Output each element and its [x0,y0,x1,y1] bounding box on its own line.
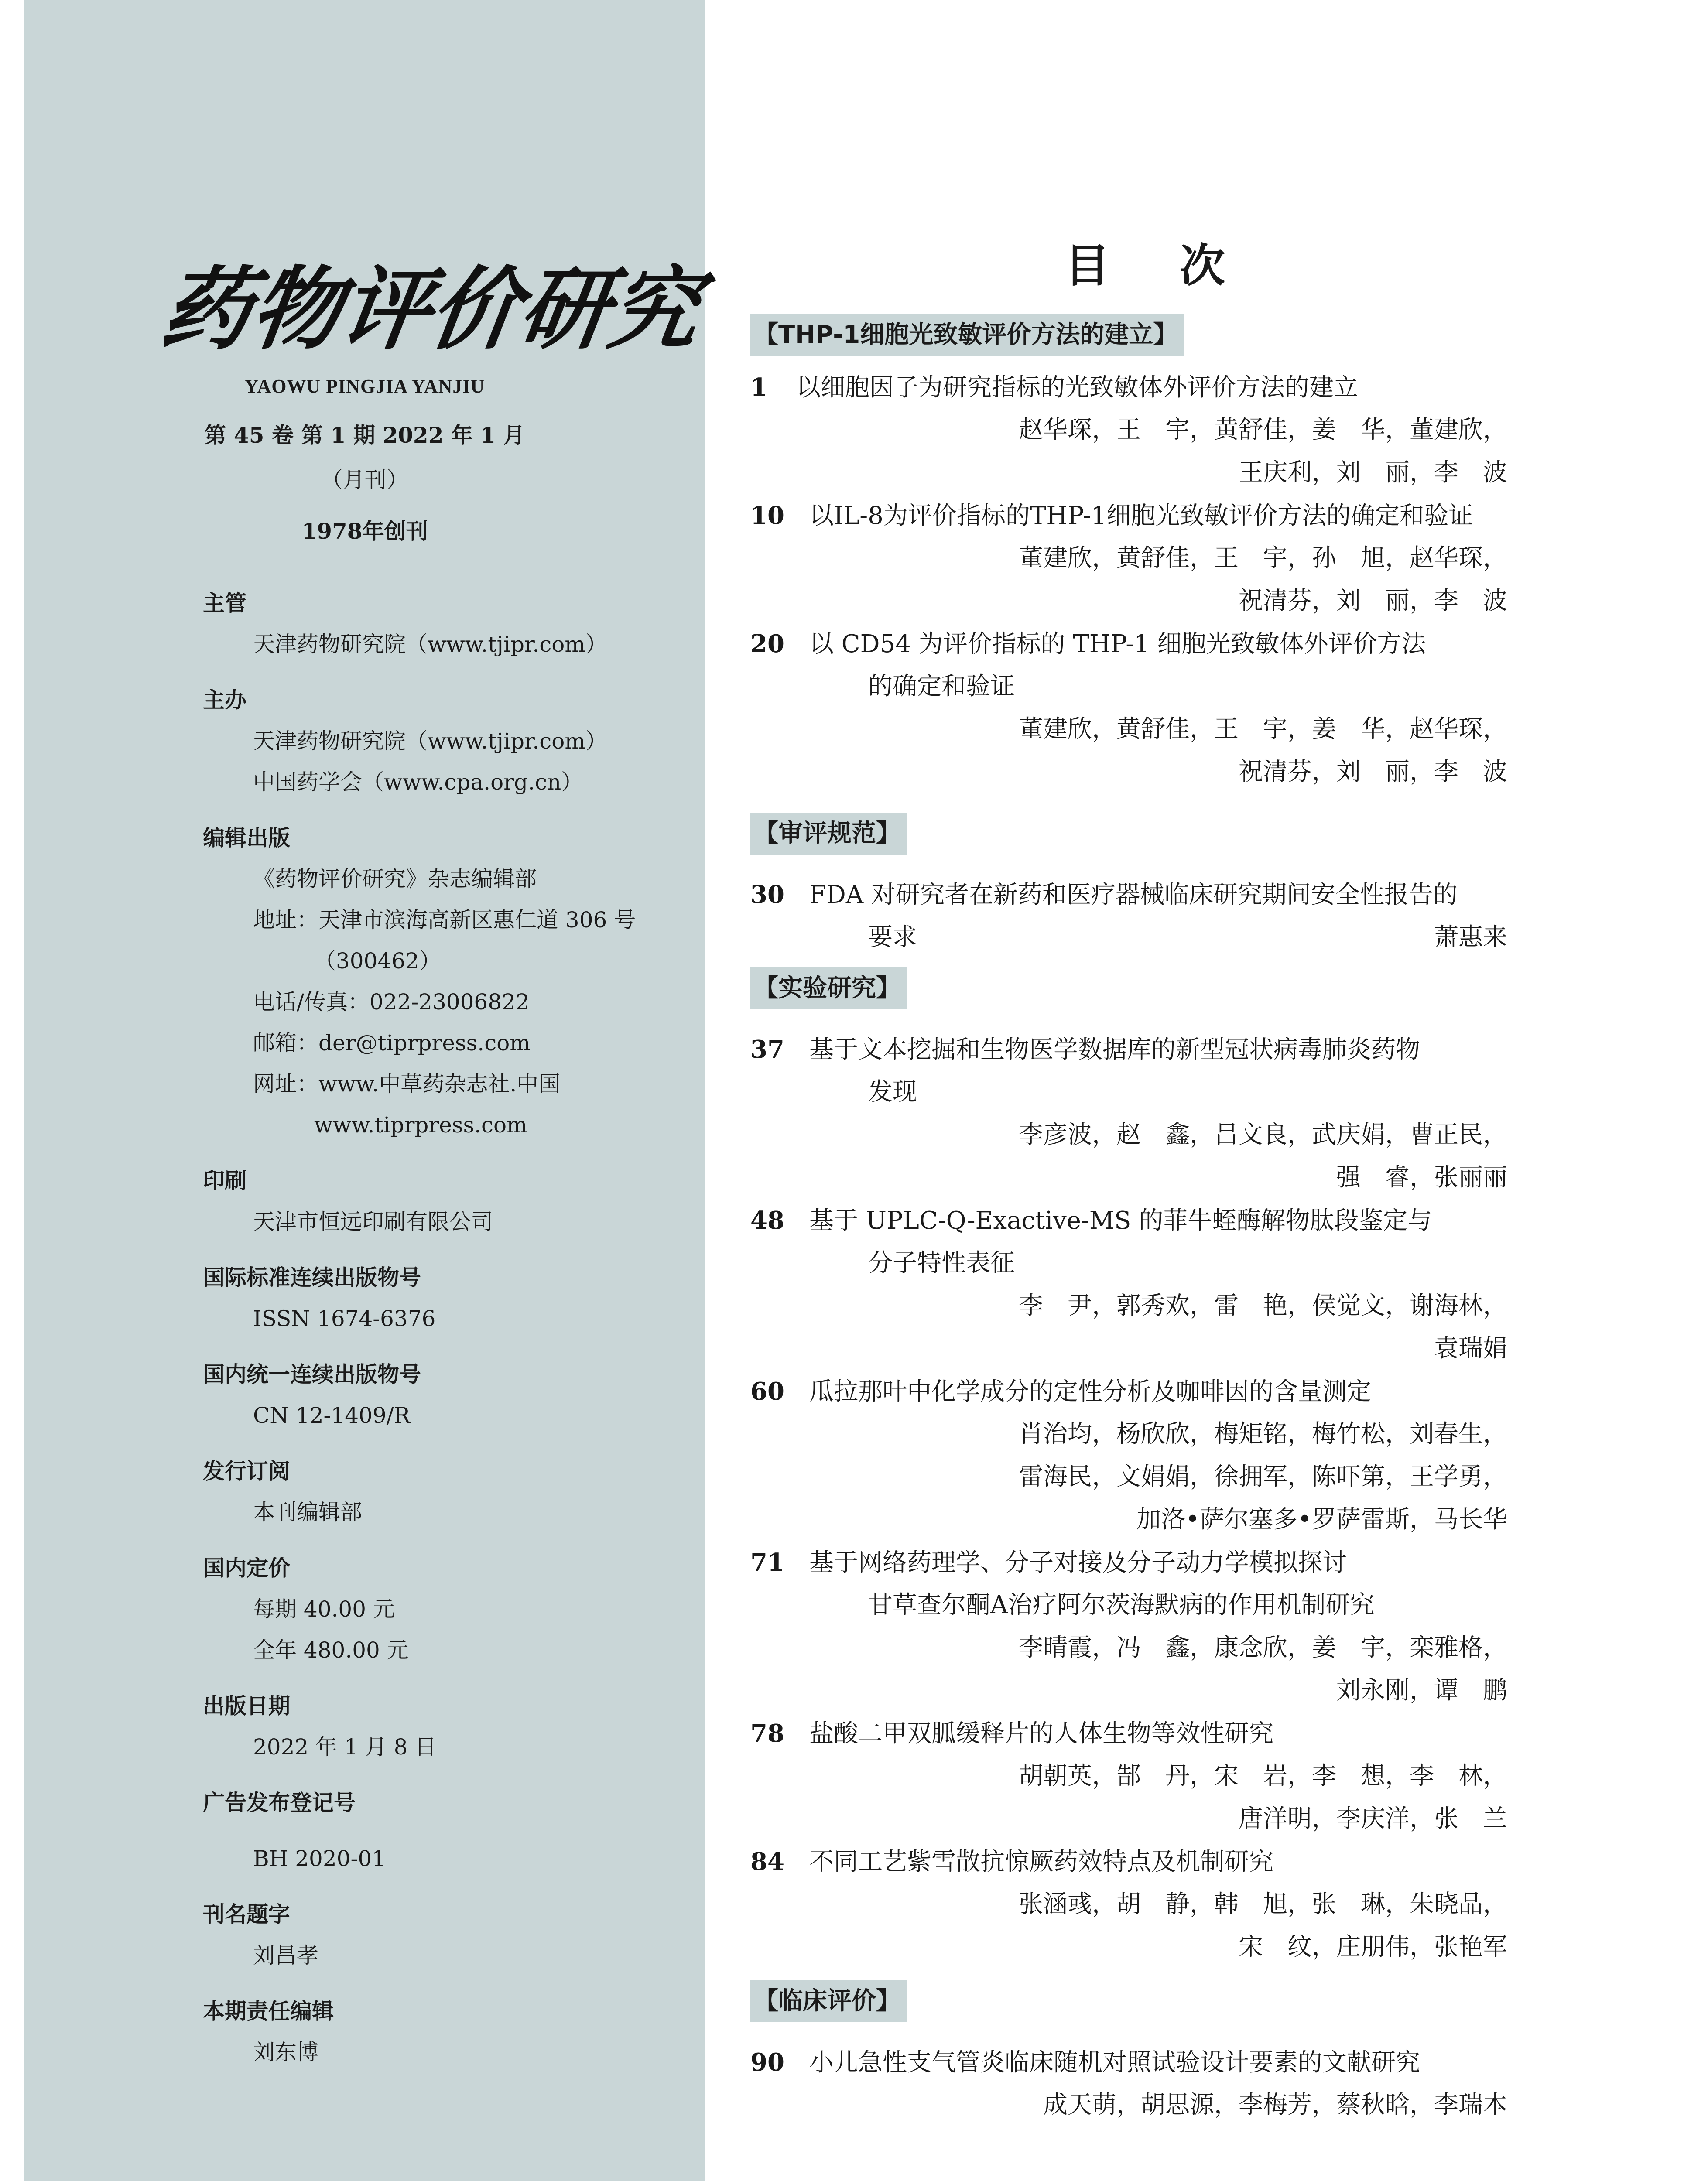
toc-article-title[interactable] [750,2041,1420,2083]
toc-page-number: 1 [750,373,767,402]
chief-editor-label: 本期责任编辑 [203,1999,334,2024]
toc-article-title-text: 基于文本挖掘和生物医学数据库的新型冠状病毒肺炎药物 [809,1036,1420,1064]
toc-page-number: 30 [750,880,784,909]
distribution-value: 本刊编辑部 [253,1500,362,1525]
cn-label: 国内统一连续出版物号 [203,1362,421,1387]
toc-article-authors: 刘永刚，谭 鹏 [1336,1676,1507,1705]
printer-value: 天津市恒远印刷有限公司 [253,1209,493,1234]
calligraphy-label: 刊名题字 [203,1902,290,1927]
editor-label: 编辑出版 [203,825,290,851]
volume-issue: 第 45 卷 第 1 期 2022 年 1 月 [204,422,525,448]
supervisor-label: 主管 [203,591,246,616]
toc-article-title-text: 不同工艺紫雪散抗惊厥药效特点及机制研究 [809,1848,1273,1876]
toc-article-title-text: 的确定和验证 [868,672,1015,701]
toc-article-title[interactable] [868,916,917,958]
toc-article-authors: 萧惠来 [1434,923,1507,951]
toc-article-title[interactable] [750,1841,1273,1883]
toc-article-title-text: 基于 UPLC-Q-Exactive-MS 的菲牛蛭酶解物肽段鉴定与 [809,1207,1432,1235]
issn-label: 国际标准连续出版物号 [203,1265,421,1290]
toc-article-title-text: 以 CD54 为评价指标的 THP-1 细胞光致敏体外评价方法 [809,630,1426,658]
toc-article-title-text: 以IL-8为评价指标的THP-1细胞光致敏评价方法的确定和验证 [809,502,1473,530]
price-year: 全年 480.00 元 [253,1637,409,1663]
toc-article-title[interactable] [750,495,1473,537]
toc-article-authors: 强 睿，张丽丽 [1336,1163,1507,1192]
editor-website: 网址：www.中草药杂志社.中国 [253,1071,561,1097]
toc-article-title-text: 小儿急性支气管炎临床随机对照试验设计要素的文献研究 [809,2048,1420,2077]
journal-pinyin: YAOWU PINGJIA YANJIU [244,376,485,397]
pubdate-value: 2022 年 1 月 8 日 [253,1734,437,1760]
toc-article-title-text: 发现 [868,1078,917,1106]
distribution-label: 发行订阅 [203,1459,290,1484]
journal-calligraphy-logo [155,238,706,369]
pubdate-label: 出版日期 [203,1693,290,1719]
toc-article-title[interactable] [868,1242,1015,1284]
toc-page-number: 60 [750,1377,784,1406]
toc-article-title[interactable] [868,1584,1374,1626]
toc-article-title[interactable] [750,1200,1432,1241]
toc-article-authors: 李彦波，赵 鑫，吕文良，武庆娟，曹正民， [1019,1121,1507,1149]
toc-article-authors: 胡朝英，郜 丹，宋 岩，李 想，李 林， [1019,1762,1507,1790]
toc-section-heading: 【THP-1细胞光致敏评价方法的建立】 [750,314,1184,356]
editor-name: 《药物评价研究》杂志编辑部 [253,866,537,892]
toc-article-authors: 李晴霞，冯 鑫，康念欣，姜 宇，栾雅格， [1019,1634,1507,1662]
toc-article-title[interactable] [750,1029,1420,1070]
toc-article-title[interactable] [750,366,1358,408]
frequency: （月刊） [321,467,408,492]
editor-address: 地址：天津市滨海高新区惠仁道 306 号 [253,907,636,933]
toc-page-number: 10 [750,501,784,530]
toc-article-title[interactable] [750,623,1426,665]
toc-article-title[interactable] [750,1371,1371,1412]
toc-article-authors: 祝清芬，刘 丽，李 波 [1239,587,1507,615]
toc-article-authors: 王庆利，刘 丽，李 波 [1239,458,1507,487]
price-label: 国内定价 [203,1555,290,1581]
toc-article-title[interactable] [750,874,1458,916]
publication-info [203,583,705,2073]
toc-page-number: 71 [750,1548,784,1577]
toc-section-heading: 【审评规范】 [750,813,907,855]
toc-page-number: 48 [750,1206,784,1235]
toc-article-authors: 赵华琛，王 宇，黄舒佳，姜 华，董建欣， [1019,416,1507,444]
toc-article-title-text: 甘草查尔酮A治疗阿尔茨海默病的作用机制研究 [868,1591,1375,1619]
editor-email: 邮箱：der@tiprpress.com [253,1030,531,1056]
toc-article-title[interactable] [750,1542,1347,1583]
toc-article-authors: 加洛•萨尔塞多•罗萨雷斯，马长华 [1136,1505,1507,1534]
editor-postcode: （300462） [314,948,441,974]
toc-page-number: 84 [750,1847,784,1876]
toc-article-authors: 祝清芬，刘 丽，李 波 [1239,758,1507,786]
toc-article-authors: 肖治均，杨欣欣，梅矩铭，梅竹松，刘春生， [1019,1420,1507,1448]
issn-value: ISSN 1674-6376 [253,1306,436,1331]
toc-section-heading: 【临床评价】 [750,1980,907,2022]
toc-page-number: 20 [750,629,784,658]
toc-page-number: 78 [750,1719,784,1748]
toc-article-authors: 宋 纹，庄朋伟，张艳军 [1239,1933,1507,1961]
sponsor-value-2: 中国药学会（www.cpa.org.cn） [253,769,583,795]
ad-label: 广告发布登记号 [203,1790,356,1815]
chief-editor-value: 刘东博 [253,2040,318,2065]
toc-section-heading: 【实验研究】 [750,967,907,1009]
toc-article-authors: 董建欣，黄舒佳，王 宇，孙 旭，赵华琛， [1019,544,1507,572]
toc-article-title-text: 要求 [868,923,917,951]
toc-article-title-text: 基于网络药理学、分子对接及分子动力学模拟探讨 [809,1549,1347,1577]
toc-article-authors: 董建欣，黄舒佳，王 宇，姜 华，赵华琛， [1019,715,1507,743]
svg-text:药物评价研究: 药物评价研究 [155,256,706,362]
founded-year: 1978年创刊 [301,518,428,544]
editor-phone: 电话/传真：022-23006822 [253,989,530,1015]
sponsor-label: 主办 [203,687,246,713]
toc-article-title[interactable] [750,1713,1273,1754]
toc-article-authors: 袁瑞娟 [1434,1334,1507,1363]
toc-article-authors: 李 尹，郭秀欢，雷 艳，侯觉文，谢海林， [1019,1292,1507,1320]
toc-article-title-text: 盐酸二甲双胍缓释片的人体生物等效性研究 [809,1720,1273,1748]
toc-title: 目次 [1065,239,1295,292]
printer-label: 印刷 [203,1168,246,1193]
cn-value: CN 12-1409/R [253,1403,411,1428]
toc-article-authors: 唐洋明，李庆洋，张 兰 [1239,1805,1507,1833]
toc-article-title-text: 瓜拉那叶中化学成分的定性分析及咖啡因的含量测定 [809,1378,1371,1406]
toc-article-authors: 雷海民，文娟娟，徐拥军，陈吓第，王学勇， [1019,1463,1507,1491]
calligraphy-value: 刘昌孝 [253,1943,318,1968]
toc-article-title-text: 分子特性表征 [868,1249,1015,1277]
toc-article-authors: 张涵彧，胡 静，韩 旭，张 琳，朱晓晶， [1019,1890,1507,1918]
toc-page-number: 90 [750,2048,784,2077]
toc-article-title[interactable] [868,1071,917,1113]
ad-value: BH 2020-01 [253,1846,386,1871]
toc-article-title-text: FDA 对研究者在新药和医疗器械临床研究期间安全性报告的 [809,881,1458,909]
price-issue: 每期 40.00 元 [253,1596,395,1622]
sponsor-value-1: 天津药物研究院（www.tjipr.com） [253,728,607,754]
toc-article-authors: 成天萌，胡思源，李梅芳，蔡秋晗，李瑞本 [1043,2091,1507,2119]
toc-article-title[interactable] [868,666,1015,708]
toc-page-number: 37 [750,1035,784,1064]
journal-info-panel [24,0,705,2181]
supervisor-value: 天津药物研究院（www.tjipr.com） [253,632,607,657]
toc-article-title-text: 以细胞因子为研究指标的光致敏体外评价方法的建立 [796,373,1358,402]
editor-website-2: www.tiprpress.com [314,1112,527,1138]
